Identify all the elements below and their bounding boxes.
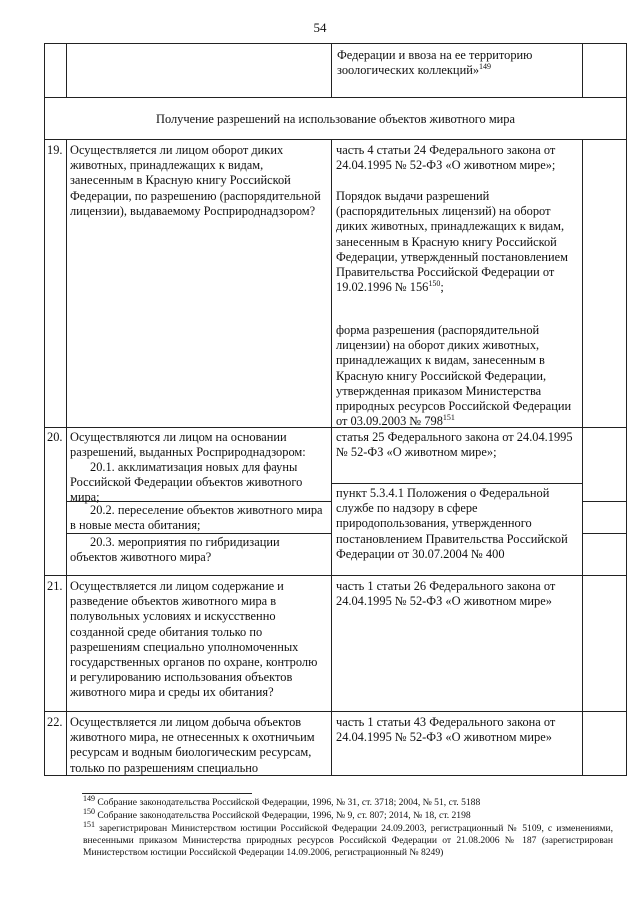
question-cell: Осуществляются ли лицом на основании разрешений, выданных Росприроднадзором: [70, 430, 306, 460]
reference-text: часть 4 статьи 24 Федерального закона от 24.04.1995 № 52-ФЗ «О животном мире»; [336, 143, 556, 173]
reference-text: Порядок выдачи разрешений (распорядительных лицензий) на оборот диких животных, принадлежащих к видам, занесенным в Красную книгу Российской Федерации, утвержденный постановлением Правительства Российской Федерации от 19.02.1996 № $156^{150}$; [336, 189, 568, 295]
question-cell: Осуществляется ли лицом добыча объектов животного мира, не отнесенных к охотничьим ресурсам и водным биологическим ресурсам, только по разрешениям специально [70, 715, 315, 775]
sub-item: 20.3. мероприятия по гибридизации объектов животного мира? [70, 535, 280, 565]
row-number: 19. [47, 143, 63, 157]
top-cell-text: Федерации и ввоза на ее территорию зоологических коллекций»$^{149}$ [337, 48, 533, 78]
footnote: $^{151}$ зарегистрирован Министерством юстиции Российской Федерации 24.09.2003, регистрационный № 5109, с изменениями, внесенными приказом Министерства природных ресурсов Российской Федерации от 21.08.2006 № 187 (зарегистрирован Министерством юстиции Российской Федерации 14.09.2006, регистрационный № 8249) [83, 819, 613, 858]
question-cell: Осуществляется ли лицом содержание и разведение объектов животного мира в полувольных условиях и искусственно созданной среде обитания только по разрешениям специально уполномоченных государственных органов по охране, контролю и регулированию использования объектов животного мира и среды их обитания? [70, 579, 318, 700]
footnote: $^{150}$ Собрание законодательства Российской Федерации, 1996, № 9, ст. 807; 2014, № 18, ст. 2198 [83, 806, 471, 821]
section-heading: Получение разрешений на использование объектов животного мира [156, 112, 515, 126]
question-cell: Осуществляется ли лицом оборот диких животных, принадлежащих к видам, занесенным в Красную книгу Российской Федерации, по разрешению (распорядительной лицензии), выдаваемому Росприроднадзором? [70, 143, 321, 218]
sub-item: 20.1. акклиматизация новых для фауны Российской Федерации объектов животного мира; [70, 460, 303, 505]
reference-text: форма разрешения (распорядительной лицензии) на оборот диких животных, принадлежащих к видам, занесенным в Красную книгу Российской Федерации, утвержденная приказом Министерства природных ресурсов Российской Федерации от 03.09.2003 № $798^{151}$ [336, 323, 572, 429]
row-number: 22. [47, 715, 63, 729]
page-number: 54 [313, 20, 327, 35]
reference-text: часть 1 статьи 26 Федерального закона от 24.04.1995 № 52-ФЗ «О животном мире» [336, 579, 556, 609]
sub-item: 20.2. переселение объектов животного мира в новые места обитания; [70, 503, 323, 533]
row-number: 21. [47, 579, 63, 593]
footnote-separator [82, 793, 252, 794]
reference-text: часть 1 статьи 43 Федерального закона от 24.04.1995 № 52-ФЗ «О животном мире» [336, 715, 556, 745]
row-number: 20. [47, 430, 63, 444]
footnote: $^{149}$ Собрание законодательства Российской Федерации, 1996, № 31, ст. 3718; 2004, № 51, ст. 5188 [83, 793, 481, 808]
reference-text: статья 25 Федерального закона от 24.04.1995 № 52-ФЗ «О животном мире»; [336, 430, 573, 460]
reference-text: пункт 5.3.4.1 Положения о Федеральной службе по надзору в сфере природопользования, утвержденного постановлением Правительства Российской Федерации от 30.07.2004 № 400 [336, 486, 568, 561]
